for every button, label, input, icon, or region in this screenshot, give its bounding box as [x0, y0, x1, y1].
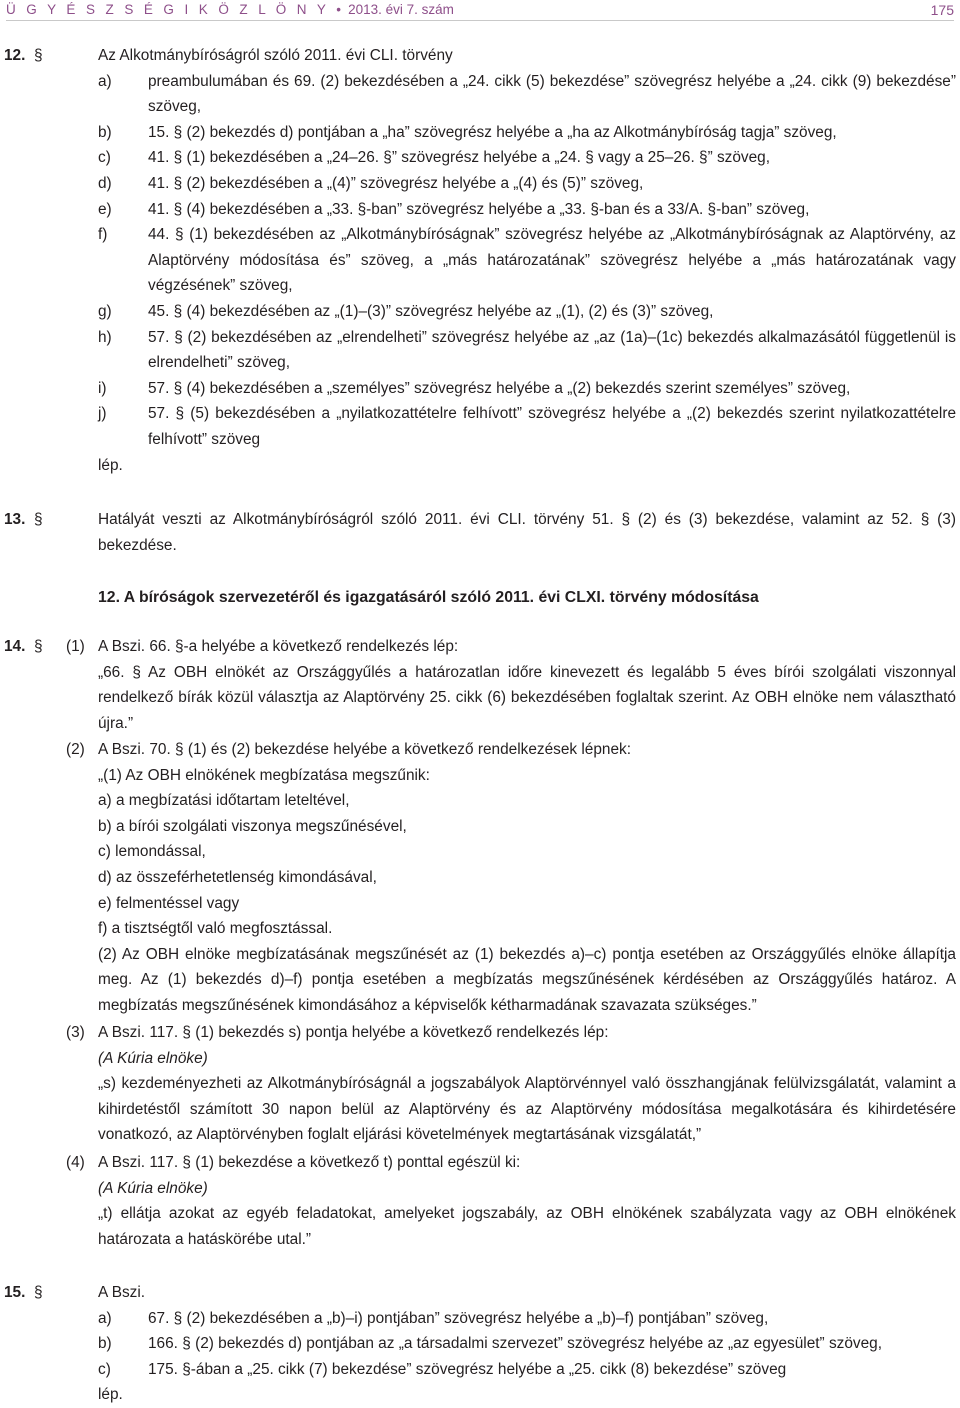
context-label: (A Kúria elnöke) — [98, 1179, 208, 1197]
subsection-number: (3) — [66, 1024, 85, 1041]
list-item — [98, 1357, 956, 1383]
section-symbol: § — [34, 638, 43, 655]
item-label: i) — [98, 379, 107, 397]
quoted-provision: e) felmentéssel vagy — [98, 894, 240, 912]
subsection-line: A Bszi. 117. § (1) bekezdés s) pontja helyébe a következő rendelkezés lép: — [98, 1024, 609, 1041]
item-text: 41. § (2) bekezdésében a „(4)” szövegrész helyébe a „(4) és (5)” szöveg, — [148, 174, 644, 192]
list-item — [98, 1306, 956, 1332]
section-title: 12. A bíróságok szervezetéről és igazgatásáról szóló 2011. évi CLXI. törvény módosítása — [98, 589, 759, 606]
item-label: a) — [98, 1309, 112, 1327]
item-text: 57. § (5) bekezdésében a „nyilatkozattételre felhívott” szövegrész helyébe a „(2) bekezdés szerint nyilatkozattételre felhívott” szöveg — [148, 405, 956, 448]
quoted-provision: „(1) Az OBH elnökének megbízatása megszűnik: — [98, 766, 430, 784]
journal-running-title — [6, 2, 454, 18]
paragraph-number: 12. — [4, 47, 26, 64]
subsection-4 — [66, 1150, 956, 1252]
item-text: 44. § (1) bekezdésében az „Alkotmánybíróságnak” szövegrész helyébe az „Alkotmánybíróságnak az Alaptörvény, az Alaptörvény módosítása és” szöveg, a „más határozatának” szövegrész helyébe a „más határozatának vagy végzésének” szöveg, — [148, 226, 956, 295]
list-item — [98, 120, 956, 146]
item-text: 175. §-ában a „25. cikk (7) bekezdése” szövegrész helyébe a „25. cikk (8) bekezdése” szöveg — [148, 1360, 787, 1378]
list-item — [98, 222, 956, 299]
paragraph-body — [98, 43, 956, 478]
item-label: f) — [98, 226, 108, 244]
list-item — [98, 376, 956, 402]
item-text: 67. § (2) bekezdésében a „b)–i) pontjában” szövegrész helyébe a „b)–f) pontjában” szöveg, — [148, 1309, 769, 1327]
paragraph-number: 15. — [4, 1284, 26, 1301]
item-label: b) — [98, 123, 112, 141]
item-text: 57. § (2) bekezdésében az „elrendelheti” szövegrész helyébe az „az (1a)–(1c) bekezdés alkalmazásától függetlenül is elrendelheti” szöveg, — [148, 328, 956, 372]
paragraph-body — [98, 1280, 956, 1408]
item-label: b) — [98, 1335, 112, 1353]
section-symbol: § — [34, 47, 43, 64]
context-label: (A Kúria elnöke) — [98, 1049, 208, 1067]
subsection-1 — [66, 634, 956, 736]
list-item — [98, 299, 956, 325]
subsection-line: A Bszi. 66. §-a helyébe a következő rendelkezés lép: — [98, 638, 459, 655]
subsection-body — [98, 634, 956, 736]
item-text: preambulumában és 69. (2) bekezdésében a „24. cikk (5) bekezdése” szövegrész helyébe a „24. cikk (9) bekezdése” szöveg, — [148, 72, 956, 116]
paragraph-intro: A Bszi. — [98, 1284, 146, 1301]
item-label: e) — [98, 200, 112, 218]
section-symbol: § — [34, 1284, 43, 1301]
item-text: 41. § (1) bekezdésében a „24–26. §” szövegrész helyébe a „24. § vagy a 25–26. §” szöveg, — [148, 149, 771, 167]
item-text: 57. § (4) bekezdésében a „személyes” szövegrész helyébe a „(2) bekezdés szerint személyes” szöveg, — [148, 379, 851, 397]
list-item — [98, 69, 956, 120]
subsection-number: (2) — [66, 741, 85, 758]
quoted-provision: „66. § Az OBH elnökét az Országgyűlés a határozatlan időre kinevezett és legalább 5 éves bírói szolgálati viszonnyal rendelkező bírák közül választja az Alaptörvény 25. cikk (6) bekezdésében foglaltak szerint. Az OBH elnöke nem választható újra.” — [98, 663, 956, 732]
item-label: c) — [98, 149, 111, 167]
item-label: c) — [98, 1360, 111, 1378]
item-text: 166. § (2) bekezdés d) pontjában az „a társadalmi szervezet” szövegrész helyébe az „az egyesület” szöveg, — [148, 1335, 883, 1353]
quoted-provision: „s) kezdeményezheti az Alkotmánybíróságnál a jogszabályok Alaptörvénnyel való összhangjának felülvizsgálatát, valamint a kihirdetéstől számított 30 napon belül az Alaptörvény és az Alaptörvény módosítása megalkotására és kihirdetésére vonatkozó, az Alaptörvényben foglalt eljárási követelmények megtartásának vizsgálatát,” — [98, 1075, 956, 1144]
section-symbol: § — [34, 511, 43, 528]
paragraph-body: Hatályát veszti az Alkotmánybíróságról szóló 2011. évi CLI. törvény 51. § (2) és (3) bekezdése, valamint az 52. § (3) bekezdése. — [98, 511, 956, 554]
subsection-number: (4) — [66, 1154, 85, 1171]
list-item — [98, 145, 956, 171]
item-label: a) — [98, 72, 112, 90]
header-separator: • — [336, 2, 341, 17]
quoted-provision: (2) Az OBH elnöke megbízatásának megszűnését az (1) bekezdés a)–c) pontja esetében az Országgyűlés elnöke állapítja meg. Az (1) bekezdés d)–f) pontja esetében a megbízatás megszűnésének kérdésében az Országgyűlés határoz. A megbízatás megszűnésének kimondásához a képviselők kétharmadának szavazata szükséges.” — [98, 945, 956, 1014]
subsection-body — [98, 737, 956, 1019]
item-label: h) — [98, 328, 112, 346]
list-item — [98, 325, 956, 376]
paragraph-intro: Az Alkotmánybíróságról szóló 2011. évi CLI. törvény — [98, 47, 453, 64]
subsection-body — [98, 1020, 956, 1148]
quoted-provision: f) a tisztségtől való megfosztással. — [98, 920, 333, 938]
item-label: d) — [98, 174, 112, 192]
item-text: 45. § (4) bekezdésében az „(1)–(3)” szövegrész helyébe az „(1), (2) és (3)” szöveg, — [148, 302, 714, 320]
quoted-provision: a) a megbízatási időtartam leteltével, — [98, 792, 350, 810]
paragraph-closing: lép. — [98, 1386, 123, 1404]
paragraph-number: 13. — [4, 511, 26, 528]
quoted-provision: „t) ellátja azokat az egyéb feladatokat, amelyeket jogszabály, az OBH elnökének szabályzata vagy az OBH elnökének határozata a hatáskörébe utal.” — [98, 1205, 956, 1248]
item-text: 15. § (2) bekezdés d) pontjában a „ha” szövegrész helyébe a „ha az Alkotmánybíróság tagja” szöveg, — [148, 123, 837, 141]
journal-name: Ü G Y É S Z S É G I K Ö Z L Ö N Y — [6, 2, 330, 17]
quoted-provision: c) lemondással, — [98, 843, 206, 861]
list-item — [98, 171, 956, 197]
paragraph-closing: lép. — [98, 456, 123, 474]
list-item — [98, 1331, 956, 1357]
quoted-provision: d) az összeférhetetlenség kimondásával, — [98, 868, 377, 886]
subsection-number: (1) — [66, 638, 85, 655]
subsection-line: A Bszi. 117. § (1) bekezdése a következő t) ponttal egészül ki: — [98, 1154, 521, 1171]
quoted-provision: b) a bírói szolgálati viszonya megszűnésével, — [98, 817, 407, 835]
subsection-2 — [66, 737, 956, 1019]
list-item — [98, 197, 956, 223]
subsection-line: A Bszi. 70. § (1) és (2) bekezdése helyébe a következő rendelkezések lépnek: — [98, 741, 631, 758]
list-item — [98, 401, 956, 452]
page-header — [6, 0, 954, 21]
page-number: 175 — [930, 2, 954, 18]
item-label: g) — [98, 302, 112, 320]
issue-label: 2013. évi 7. szám — [348, 2, 454, 17]
subsection-3 — [66, 1020, 956, 1148]
subsection-body — [98, 1150, 956, 1252]
paragraph-number: 14. — [4, 638, 26, 655]
item-text: 41. § (4) bekezdésében a „33. §-ban” szövegrész helyébe a „33. §-ban és a 33/A. §-ban” szöveg, — [148, 200, 810, 218]
item-label: j) — [98, 405, 107, 423]
